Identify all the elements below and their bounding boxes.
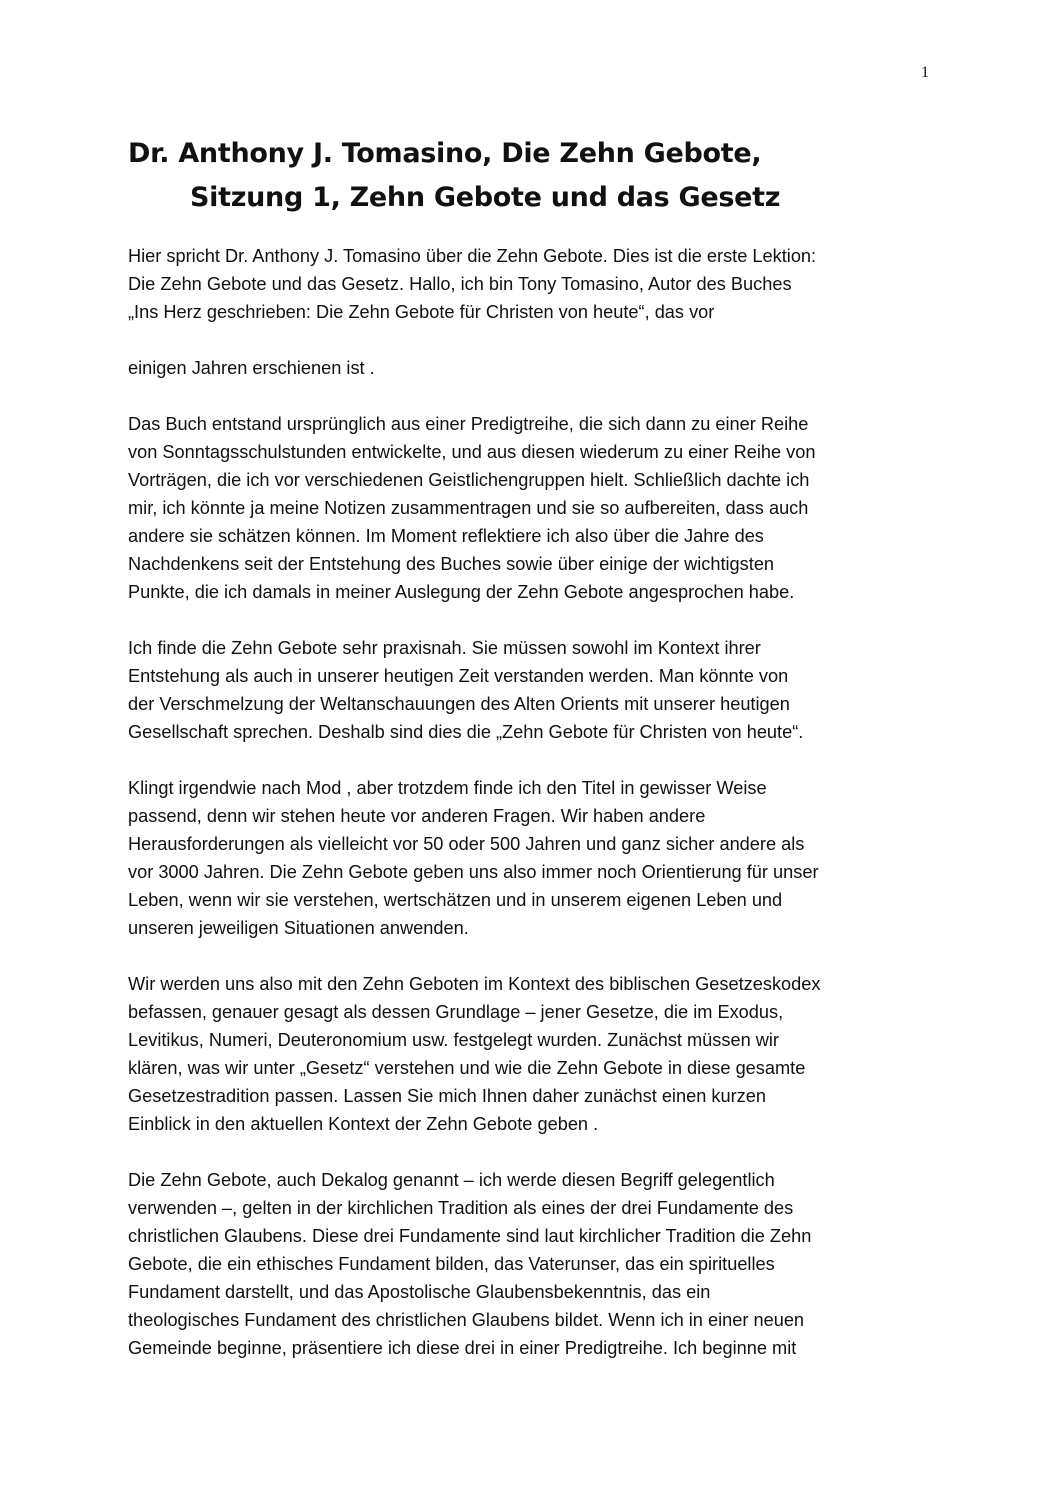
- paragraph-line: „Ins Herz geschrieben: Die Zehn Gebote für Christen von heute“, das vor: [128, 302, 715, 322]
- paragraph-line: Gesellschaft sprechen. Deshalb sind dies die „Zehn Gebote für Christen von heute“.: [128, 722, 804, 742]
- paragraph: [128, 354, 948, 382]
- paragraph-line: Herausforderungen als vielleicht vor 50 oder 500 Jahren und ganz sicher andere als: [128, 834, 805, 854]
- paragraph-line: theologisches Fundament des christlichen Glaubens bildet. Wenn ich in einer neuen: [128, 1310, 805, 1330]
- paragraph-line: Gesetzestradition passen. Lassen Sie mich Ihnen daher zunächst einen kurzen: [128, 1086, 766, 1106]
- paragraph-line: unseren jeweiligen Situationen anwenden.: [128, 918, 469, 938]
- paragraph-line: Punkte, die ich damals in meiner Auslegung der Zehn Gebote angesprochen habe.: [128, 582, 795, 602]
- title-line-1: Dr. Anthony J. Tomasino, Die Zehn Gebote,: [128, 138, 762, 169]
- paragraph: [128, 242, 948, 326]
- paragraph-line: passend, denn wir stehen heute vor anderen Fragen. Wir haben andere: [128, 806, 706, 826]
- paragraph-line: Einblick in den aktuellen Kontext der Zehn Gebote geben .: [128, 1114, 599, 1134]
- paragraph-line: der Verschmelzung der Weltanschauungen des Alten Orients mit unserer heutigen: [128, 694, 790, 714]
- paragraph-line: Fundament darstellt, und das Apostolische Glaubensbekenntnis, das ein: [128, 1282, 711, 1302]
- paragraph-line: Ich finde die Zehn Gebote sehr praxisnah. Sie müssen sowohl im Kontext ihrer: [128, 638, 761, 658]
- paragraph-line: Levitikus, Numeri, Deuteronomium usw. festgelegt wurden. Zunächst müssen wir: [128, 1030, 779, 1050]
- paragraph-line: Das Buch entstand ursprünglich aus einer Predigtreihe, die sich dann zu einer Reihe: [128, 414, 809, 434]
- document-title: [128, 132, 948, 220]
- document-body: [128, 242, 948, 1390]
- paragraph: [128, 1166, 948, 1362]
- paragraph-line: klären, was wir unter „Gesetz“ verstehen und wie die Zehn Gebote in diese gesamte: [128, 1058, 806, 1078]
- paragraph-line: Vorträgen, die ich vor verschiedenen Geistlichengruppen hielt. Schließlich dachte ich: [128, 470, 810, 490]
- paragraph-line: Die Zehn Gebote, auch Dekalog genannt – ich werde diesen Begriff gelegentlich: [128, 1170, 775, 1190]
- paragraph-line: Gebote, die ein ethisches Fundament bilden, das Vaterunser, das ein spirituelles: [128, 1254, 775, 1274]
- paragraph-line: Klingt irgendwie nach Mod , aber trotzdem finde ich den Titel in gewisser Weise: [128, 778, 767, 798]
- paragraph-line: vor 3000 Jahren. Die Zehn Gebote geben uns also immer noch Orientierung für unser: [128, 862, 819, 882]
- paragraph-line: Hier spricht Dr. Anthony J. Tomasino über die Zehn Gebote. Dies ist die erste Lektion:: [128, 246, 817, 266]
- paragraph-line: Die Zehn Gebote und das Gesetz. Hallo, ich bin Tony Tomasino, Autor des Buches: [128, 274, 792, 294]
- paragraph-line: Leben, wenn wir sie verstehen, wertschätzen und in unserem eigenen Leben und: [128, 890, 783, 910]
- title-line-2: Sitzung 1, Zehn Gebote und das Gesetz: [190, 182, 781, 213]
- paragraph: [128, 970, 948, 1138]
- paragraph: [128, 774, 948, 942]
- paragraph-line: Gemeinde beginne, präsentiere ich diese drei in einer Predigtreihe. Ich beginne mit: [128, 1338, 797, 1358]
- paragraph-line: einigen Jahren erschienen ist .: [128, 358, 375, 378]
- paragraph-line: Nachdenkens seit der Entstehung des Buches sowie über einige der wichtigsten: [128, 554, 775, 574]
- paragraph-line: Wir werden uns also mit den Zehn Geboten im Kontext des biblischen Gesetzeskodex: [128, 974, 821, 994]
- paragraph-line: verwenden –, gelten in der kirchlichen Tradition als eines der drei Fundamente des: [128, 1198, 794, 1218]
- paragraph-line: mir, ich könnte ja meine Notizen zusammentragen und sie so aufbereiten, dass auch: [128, 498, 809, 518]
- paragraph-line: von Sonntagsschulstunden entwickelte, und aus diesen wiederum zu einer Reihe von: [128, 442, 816, 462]
- paragraph: [128, 634, 948, 746]
- paragraph-line: andere sie schätzen können. Im Moment reflektiere ich also über die Jahre des: [128, 526, 764, 546]
- paragraph-line: christlichen Glaubens. Diese drei Fundamente sind laut kirchlicher Tradition die Zehn: [128, 1226, 812, 1246]
- paragraph: [128, 410, 948, 606]
- paragraph-line: befassen, genauer gesagt als dessen Grundlage – jener Gesetze, die im Exodus,: [128, 1002, 784, 1022]
- page-number: 1: [921, 64, 929, 81]
- paragraph-line: Entstehung als auch in unserer heutigen Zeit verstanden werden. Man könnte von: [128, 666, 789, 686]
